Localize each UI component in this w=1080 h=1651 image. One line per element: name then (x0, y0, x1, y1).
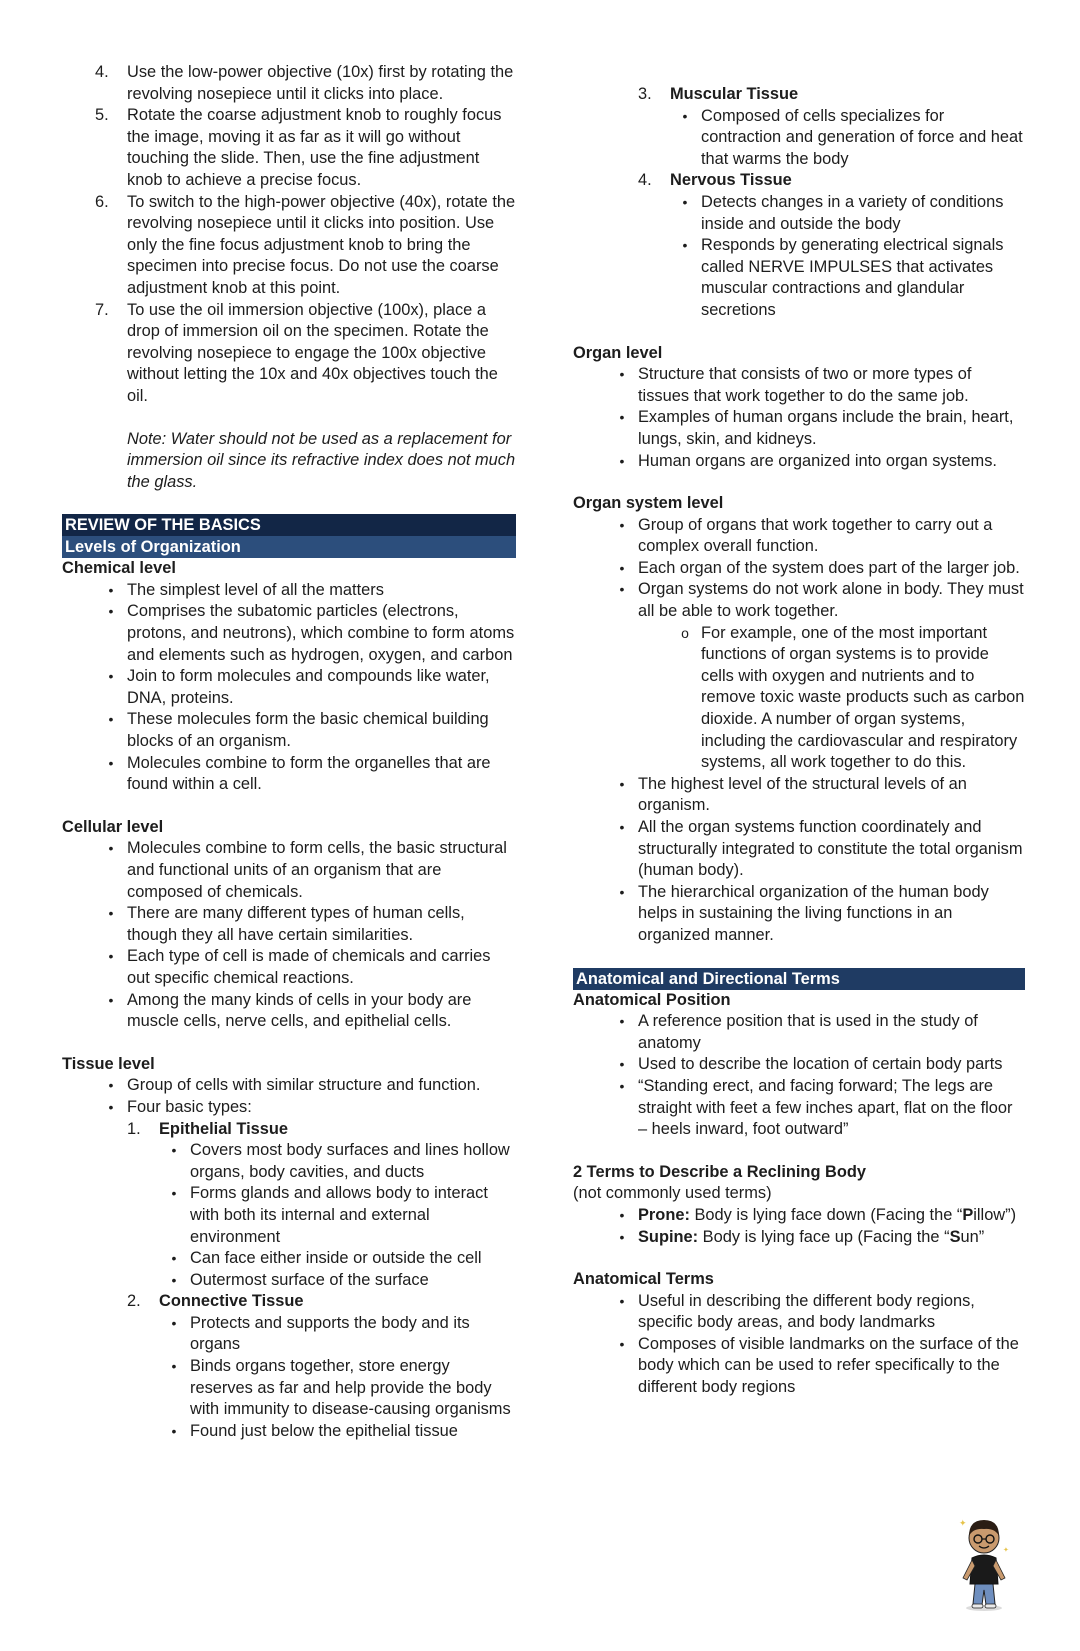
chemical-level-list (95, 580, 516, 796)
reclining-body-list (606, 1205, 1025, 1248)
list-item (95, 903, 516, 946)
list-item (669, 192, 1025, 235)
list-item (158, 1313, 516, 1356)
bullet: • (108, 754, 114, 771)
term-text: Body is lying face down (Facing the “ (689, 1205, 963, 1224)
step-text: Rotate the coarse adjustment knob to roughly focus the image, moving it as far as it will go without touching the slide. Then, use the fine adjustment knob to achieve a precise focus. (127, 106, 502, 189)
tissue-level-list (95, 1075, 516, 1118)
bullet: • (619, 581, 625, 598)
step-number: 5. (95, 106, 109, 125)
list-item (606, 579, 1025, 622)
list-item (606, 407, 1025, 450)
left-column (62, 62, 516, 1442)
list-item-text: Covers most body surfaces and lines hollow organs, body cavities, and ducts (190, 1141, 510, 1181)
list-item (95, 601, 516, 666)
list-item (606, 774, 1025, 817)
bullet: • (619, 1335, 625, 1352)
bullet: • (171, 1271, 177, 1288)
step-text: Use the low-power objective (10x) first by rotating the revolving nosepiece until it clicks into place. (127, 63, 514, 103)
organ-system-sublist (669, 623, 1025, 774)
mnemonic-letter: S (949, 1227, 961, 1246)
list-item (158, 1183, 516, 1248)
supine-definition (638, 1227, 984, 1249)
organ-system-list-continued (606, 774, 1025, 947)
list-item-text: Human organs are organized into organ systems. (638, 451, 997, 470)
bullet: • (108, 581, 114, 598)
nervous-tissue-heading (638, 170, 1025, 192)
nervous-tissue-list (669, 192, 1025, 322)
list-item (606, 1227, 1025, 1249)
bullet: • (619, 1228, 625, 1245)
reclining-body-heading: 2 Terms to Describe a Reclining Body (573, 1162, 866, 1181)
organ-system-list (606, 515, 1025, 623)
subsection-title: Muscular Tissue (670, 85, 799, 103)
list-item-text: Group of organs that work together to carry out a complex overall function. (638, 515, 993, 556)
list-item-text: The highest level of the structural levels of an organism. (638, 774, 967, 815)
bullet: • (108, 991, 114, 1008)
list-item (606, 1334, 1026, 1399)
subsection-number: 3. (638, 85, 652, 103)
list-item-text: “Standing erect, and facing forward; The legs are straight with feet a few inches apart, flat on the floor – heels inward, foot outward” (638, 1076, 1013, 1139)
list-item-text: Useful in describing the different body regions, specific body areas, and body landmarks (638, 1291, 975, 1332)
list-item-text: Organ systems do not work alone in body. They must all be able to work together. (638, 580, 1024, 621)
list-item-text: A reference position that is used in the study of anatomy (638, 1012, 978, 1052)
bullet: • (619, 1013, 625, 1030)
list-item (669, 235, 1025, 321)
bullet: • (171, 1250, 177, 1267)
list-item (606, 1205, 1025, 1227)
epithelial-tissue-heading (127, 1119, 516, 1141)
step-number: 6. (95, 192, 109, 211)
organ-system-level-heading: Organ system level (573, 494, 724, 513)
list-item-text: Found just below the epithelial tissue (190, 1421, 458, 1440)
epithelial-tissue-list (158, 1140, 516, 1291)
step-number: 7. (95, 300, 109, 319)
anatomical-directional-band: Anatomical and Directional Terms (573, 968, 1025, 990)
list-item (606, 1291, 1026, 1334)
cellular-level-heading: Cellular level (62, 817, 164, 836)
list-item (95, 753, 516, 796)
bullet: • (619, 775, 625, 792)
bullet: • (108, 668, 114, 685)
bullet: • (682, 237, 688, 254)
muscular-tissue-list (669, 106, 1025, 171)
svg-text:✦: ✦ (959, 1519, 967, 1529)
list-item-text: Among the many kinds of cells in your body are muscle cells, nerve cells, and epithelial cells. (127, 990, 472, 1031)
list-item-text: Molecules combine to form cells, the basic structural and functional units of an organism that are composed of chemicals. (127, 839, 507, 901)
step-4 (95, 62, 516, 105)
anatomical-terms-heading: Anatomical Terms (573, 1270, 714, 1289)
anatomical-position-heading: Anatomical Position (573, 990, 731, 1009)
list-item-text: Each organ of the system does part of the larger job. (638, 558, 1020, 577)
svg-text:✦: ✦ (1003, 1546, 1009, 1554)
list-item-text: Composes of visible landmarks on the surface of the body which can be used to refer specifically to the different body regions (638, 1334, 1019, 1397)
list-item (606, 817, 1025, 882)
connective-tissue-list (158, 1313, 516, 1443)
subsection-number: 1. (127, 1119, 141, 1138)
list-item-text: Responds by generating electrical signals called NERVE IMPULSES that activates muscular contractions and glandular secretions (701, 236, 1004, 319)
step-6 (95, 192, 516, 300)
bullet: • (619, 883, 625, 900)
list-item-text: Protects and supports the body and its organs (190, 1313, 470, 1354)
mnemonic-letter: P (962, 1205, 974, 1224)
step-text: To use the oil immersion objective (100x), place a drop of immersion oil on the specimen. Rotate the revolving nosepiece to engage the 100x objective without letting the 10x and 40x objectives touch the oil. (127, 300, 498, 405)
list-item-text: Four basic types: (127, 1097, 252, 1116)
subsection-title: Nervous Tissue (670, 171, 792, 190)
bullet: • (619, 819, 625, 835)
list-item-text: Molecules combine to form the organelles that are found within a cell. (127, 753, 491, 794)
bullet: • (619, 1056, 625, 1073)
term-label: Prone: (638, 1205, 690, 1224)
list-item-text: For example, one of the most important functions of organ systems is to provide cells with oxygen and nutrients and to remove toxic waste products such as carbon dioxide. A number of organ systems, including the cardiovascular and respiratory systems, all work together to do this. (701, 623, 1025, 772)
bullet: • (108, 711, 114, 728)
list-item (606, 364, 1025, 407)
bullet: • (171, 1142, 177, 1159)
list-item (95, 1097, 516, 1119)
organ-level-list (606, 364, 1025, 472)
bullet: • (682, 193, 688, 210)
list-item (606, 1054, 1025, 1076)
organ-level-heading: Organ level (573, 343, 663, 362)
bullet: • (619, 366, 625, 383)
subsection-number: 4. (638, 171, 652, 190)
bullet: • (619, 559, 625, 576)
list-item-text: Forms glands and allows body to interact with both its internal and external environment (190, 1184, 488, 1246)
list-item (95, 580, 516, 602)
anatomical-position-list (606, 1011, 1025, 1141)
subsection-number: 2. (127, 1292, 141, 1311)
right-column (573, 84, 1025, 1399)
list-item-text: These molecules form the basic chemical building blocks of an organism. (127, 710, 489, 751)
list-item (158, 1356, 516, 1421)
bullet: • (619, 516, 625, 533)
cellular-level-list (95, 838, 516, 1032)
connective-tissue-heading (127, 1291, 516, 1313)
muscular-tissue-heading (638, 84, 1025, 106)
step-number: 4. (95, 63, 109, 81)
bullet: • (171, 1422, 177, 1439)
list-item-text: Used to describe the location of certain body parts (638, 1055, 1003, 1074)
list-item-text: The simplest level of all the matters (127, 580, 384, 599)
list-item-text: Composed of cells specializes for contraction and generation of force and heat that warms the body (701, 106, 1023, 168)
bullet: • (108, 948, 114, 965)
bullet: • (619, 452, 625, 469)
list-item-text: Binds organs together, store energy reserves as far and help provide the body with immunity to disease-causing organisms (190, 1357, 511, 1419)
list-item-text: Can face either inside or outside the cell (190, 1249, 482, 1268)
tissue-level-heading: Tissue level (62, 1054, 155, 1073)
list-item (95, 709, 516, 752)
list-item (669, 623, 1025, 774)
list-item (158, 1248, 516, 1270)
list-item-text: All the organ systems function coordinately and structurally integrated to constitute the total organism (human body). (638, 818, 1023, 880)
subsection-title: Connective Tissue (159, 1292, 304, 1311)
list-item (158, 1140, 516, 1183)
bullet: • (619, 409, 625, 426)
list-item-text: There are many different types of human cells, though they all have certain similarities. (127, 904, 465, 944)
list-item (158, 1421, 516, 1443)
list-item (158, 1270, 516, 1292)
term-text: Body is lying face up (Facing the “ (698, 1227, 950, 1246)
list-item (95, 666, 516, 709)
review-basics-band: REVIEW OF THE BASICS (62, 514, 516, 536)
list-item (606, 882, 1025, 947)
list-item (606, 1011, 1025, 1054)
levels-of-organization-band: Levels of Organization (62, 536, 516, 558)
bullet: • (171, 1314, 177, 1331)
list-item (669, 106, 1025, 171)
reclining-body-subheading: (not commonly used terms) (573, 1184, 772, 1203)
bullet: • (619, 1292, 625, 1309)
term-text: illow”) (973, 1205, 1017, 1224)
list-item (606, 451, 1025, 473)
list-item-text: The hierarchical organization of the human body helps in sustaining the living functions in an organized manner. (638, 882, 989, 944)
bullet: • (108, 603, 114, 620)
bullet: • (682, 107, 688, 124)
list-item-text: Structure that consists of two or more types of tissues that work together to do the same job. (638, 365, 972, 405)
anatomical-terms-list (606, 1291, 1019, 1399)
step-7 (95, 300, 516, 408)
bullet: • (108, 840, 114, 857)
list-item-text: Detects changes in a variety of conditions inside and outside the body (701, 192, 1004, 233)
bullet: • (171, 1358, 177, 1375)
list-item-text: Examples of human organs include the brain, heart, lungs, skin, and kidneys. (638, 408, 1014, 448)
subsection-title: Epithelial Tissue (159, 1119, 289, 1138)
list-item (606, 515, 1025, 558)
list-item (606, 1076, 1025, 1141)
list-item (606, 558, 1025, 580)
bullet: • (619, 1206, 625, 1223)
list-item-text: Group of cells with similar structure and function. (127, 1076, 481, 1095)
list-item (95, 990, 516, 1033)
bullet: • (108, 1098, 114, 1115)
chemical-level-heading: Chemical level (62, 559, 176, 578)
bullet: • (619, 1077, 625, 1094)
list-item-text: Outermost surface of the surface (190, 1270, 429, 1289)
sub-bullet: o (681, 624, 689, 641)
list-item (95, 946, 516, 989)
list-item-text: Comprises the subatomic particles (electrons, protons, and neutrons), which combine to form atoms and elements such as hydrogen, oxygen, and carbon (127, 602, 515, 664)
step-text: To switch to the high-power objective (40x), rotate the revolving nosepiece until it clicks into position. Use only the fine focus adjustment knob to bring the specimen into precise focus. Do not use the coarse adjustment knob at this point. (127, 192, 516, 297)
bullet: • (108, 1077, 114, 1094)
bullet: • (171, 1185, 177, 1202)
list-item-text: Join to form molecules and compounds like water, DNA, proteins. (127, 667, 490, 707)
term-label: Supine: (638, 1227, 699, 1246)
term-text: un” (960, 1227, 985, 1246)
immersion-oil-note: Note: Water should not be used as a replacement for immersion oil since its refractive index does not much the glass. (127, 429, 516, 491)
bullet: • (108, 905, 114, 922)
cartoon-student-sticker-icon (955, 1512, 1013, 1612)
list-item-text: Each type of cell is made of chemicals and carries out specific chemical reactions. (127, 947, 491, 987)
list-item (95, 1075, 516, 1097)
step-5 (95, 105, 516, 191)
list-item (95, 838, 516, 903)
prone-definition (638, 1205, 1016, 1227)
